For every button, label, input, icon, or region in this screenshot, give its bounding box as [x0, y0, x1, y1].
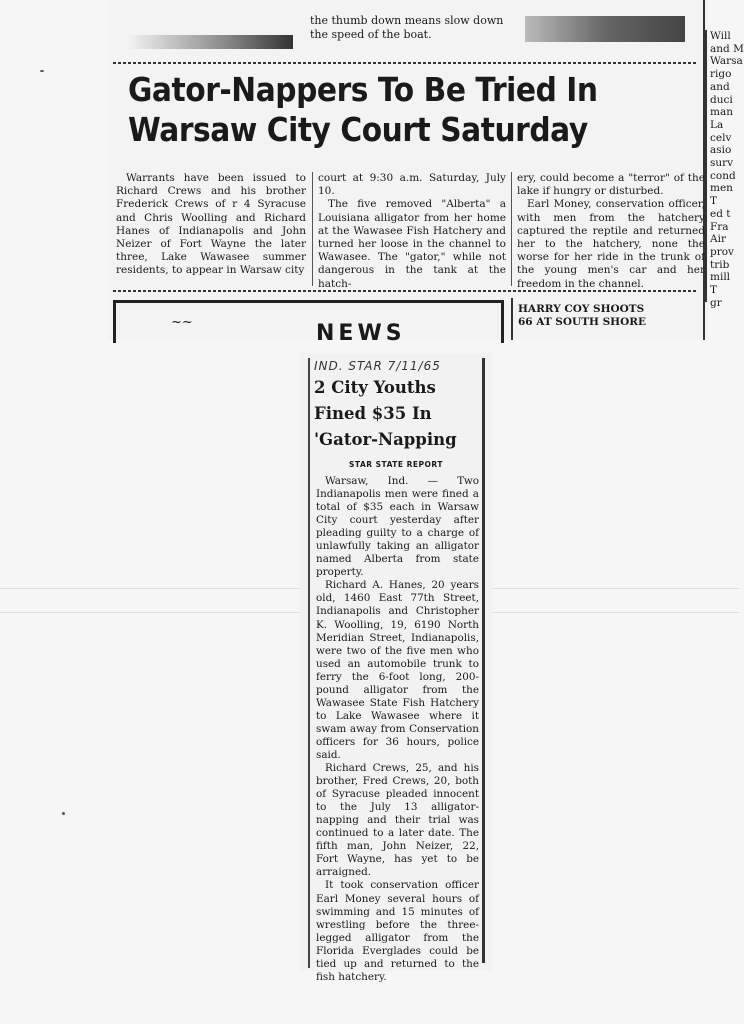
cropped-line: cond — [710, 169, 736, 182]
caption-line-1: the thumb down means slow down — [310, 14, 504, 27]
cropped-line: gr — [710, 296, 722, 309]
sports-headline-line-1: HARRY COY SHOOTS — [518, 303, 645, 315]
article-column-3 — [517, 172, 705, 291]
cropped-line: La — [710, 118, 724, 131]
body-paragraph-4: It took conservation officer Earl Money several hours of swimming and 15 minutes of wrestling before the three-legged alligator from the Florida Everglades could be tied up and returned to the fish hatchery. — [316, 879, 479, 983]
cropped-line: rigo — [710, 68, 732, 81]
column-separator — [511, 172, 512, 286]
column-separator — [312, 172, 313, 286]
handwritten-note: IND. STAR 7/11/65 — [314, 359, 441, 373]
clipping-headline: 2 City Youths Fined $35 In 'Gator-Napping — [314, 378, 457, 449]
cropped-line: Fra — [710, 220, 729, 233]
cropped-line: trib — [710, 258, 730, 271]
caption-fragment — [310, 14, 510, 42]
cropped-line: duci — [710, 93, 733, 106]
paper-speck — [62, 812, 65, 815]
cropped-line: mill — [710, 271, 731, 284]
wavy-rule-top — [113, 62, 698, 64]
top-clipping — [108, 0, 708, 346]
column-3-paragraph-1: ery, could become a "terror" of the lake if hungry or disturbed. — [517, 172, 705, 198]
clipping-body — [316, 475, 479, 984]
news-box-title: NEWS — [316, 321, 406, 346]
cropped-line: celv — [710, 131, 732, 144]
article-columns — [116, 172, 706, 290]
cropped-line: T — [710, 284, 718, 297]
box-fragment: ~~ — [171, 315, 193, 330]
cropped-line: Will — [710, 30, 731, 42]
column-3-paragraph-2: Earl Money, conservation officer, with men from the hatchery captured the reptile and returned her to the hatchery, none the worse for her ride in the trunk of the young men's car and her freedom in the channel. — [517, 198, 705, 290]
sports-headline-line-2: 66 AT SOUTH SHORE — [518, 316, 646, 328]
wavy-rule-bottom — [113, 290, 698, 292]
paper-speck — [40, 70, 44, 72]
cropped-line: T — [710, 195, 718, 208]
body-paragraph-3: Richard Crews, 25, and his brother, Fred Crews, 20, both of Syracuse pleaded innocent to the July 13 alligator-napping and their trial was continued to a later date. The fifth man, John Neizer, 22, Fort Wayne, has yet to be arraigned. — [316, 762, 479, 879]
article-column-2 — [318, 172, 506, 291]
article-headline: Gator-Nappers To Be Tried In Warsaw City Court Saturday — [128, 70, 598, 149]
cropped-line: surv — [710, 157, 734, 170]
byline: STAR STATE REPORT — [349, 460, 443, 469]
column-2-paragraph-1: court at 9:30 a.m. Saturday, July 10. — [318, 172, 506, 198]
cropped-line: man — [710, 106, 733, 119]
cropped-line: men — [710, 182, 733, 195]
body-paragraph-1: Warsaw, Ind. — Two Indianapolis men were fined a total of $35 each in Warsaw City court yesterday after pleading guilty to a charge of unlawfully taking an alligator named Alberta from state property. — [316, 475, 479, 579]
body-paragraph-2: Richard A. Hanes, 20 years old, 1460 East 77th Street, Indianapolis and Christopher K. Woolling, 19, 6190 North Meridian Street, Indianapolis, were two of the five men who used an automobile trunk to ferry the 6-foot long, 200-pound alligator from the Wawasee State Fish Hatchery to Lake Wawasee where it swam away from Conservation officers for 36 hours, police said. — [316, 579, 479, 761]
cropped-line: Air — [710, 233, 726, 246]
sports-headline — [518, 303, 698, 329]
column-2-paragraph-2: The five removed "Alberta" a Louisiana alligator from her home at the Wawasee Fish Hatchery and turned her loose in the channel to Wawasee. The "gator," while not dangerous in the tank at the hatch- — [318, 198, 506, 290]
lower-clipping — [300, 353, 492, 983]
column-rule — [511, 298, 513, 340]
caption-line-2: the speed of the boat. — [310, 28, 432, 41]
column-1-paragraph: Warrants have been issued to Richard Crews and his brother Frederick Crews of r 4 Syracuse and Chris Woolling and Richard Hanes of Indianapolis and John Neizer of Fort Wayne the later three, Lake Wawasee summer residents, to appear in Warsaw city — [116, 172, 306, 277]
cropped-line: and — [710, 80, 730, 93]
article-column-1 — [116, 172, 306, 278]
photo-fragment-left — [128, 35, 293, 49]
cropped-right-column — [705, 30, 744, 309]
column-rule-right — [482, 358, 485, 963]
column-rule-left — [308, 358, 310, 968]
photo-fragment-right — [525, 16, 685, 42]
cropped-line: and M — [710, 42, 744, 55]
cropped-line: asio — [710, 144, 732, 157]
cropped-line: prov — [710, 245, 734, 258]
cropped-line: Warsa — [710, 55, 743, 68]
news-box — [113, 300, 504, 346]
cropped-line: ed t — [710, 207, 731, 220]
